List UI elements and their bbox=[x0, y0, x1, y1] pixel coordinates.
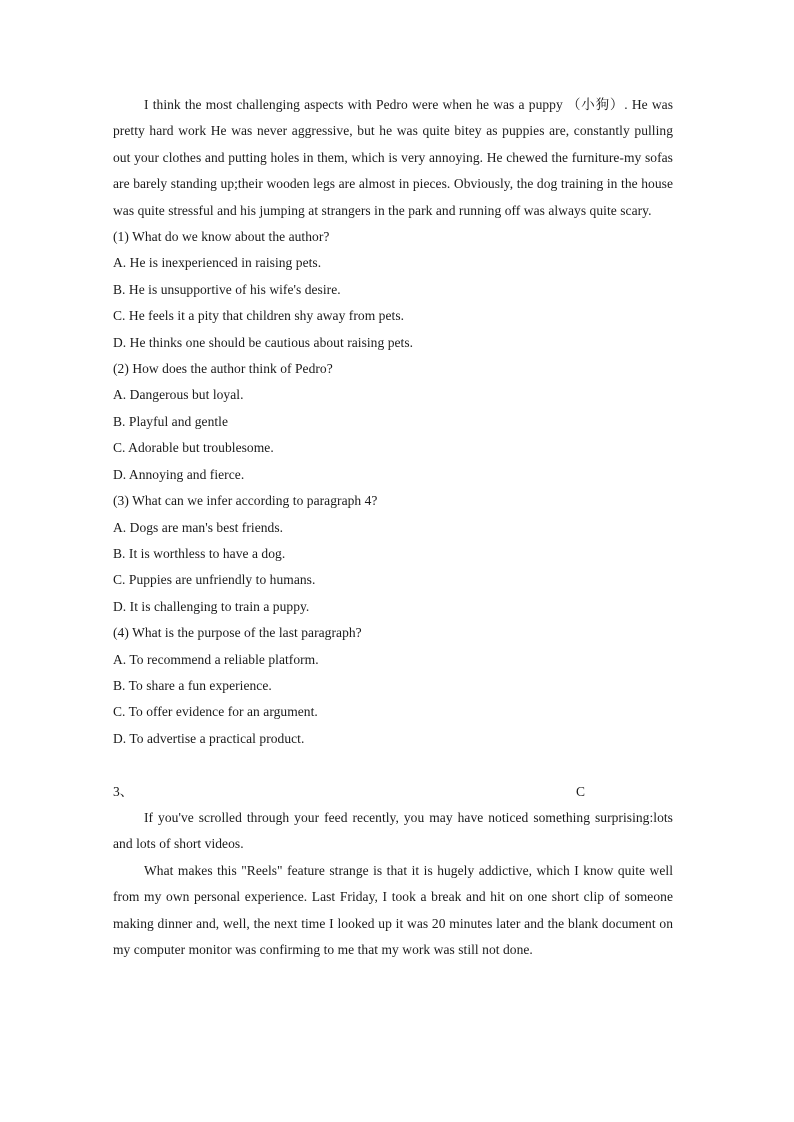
option-d: D. Annoying and fierce. bbox=[113, 466, 245, 482]
option-d: D. He thinks one should be cautious about raising pets. bbox=[113, 334, 414, 350]
section-number: 3、 bbox=[113, 783, 134, 799]
spacer bbox=[113, 752, 673, 778]
question-4 bbox=[113, 620, 673, 752]
option-a: A. Dangerous but loyal. bbox=[113, 387, 244, 403]
option-c: C. Puppies are unfriendly to humans. bbox=[113, 572, 316, 588]
document-page bbox=[113, 92, 673, 963]
option-a: A. To recommend a reliable platform. bbox=[113, 651, 319, 667]
option-c: C. Adorable but troublesome. bbox=[113, 440, 274, 456]
option-a: A. Dogs are man's best friends. bbox=[113, 519, 284, 535]
option-b: B. It is worthless to have a dog. bbox=[113, 545, 286, 561]
passage-b-paragraph: I think the most challenging aspects with Pedro were when he was a puppy （小狗）. He was pretty hard work He was never aggressive, but he was quite bitey as puppies are, constantly pulling out your clothes and putting holes in them, which is very annoying. He chewed the furniture-my sofas are barely standing up;their wooden legs are almost in pieces. Obviously, the dog training in the house was quite stressful and his jumping at strangers in the park and running off was always quite scary. bbox=[113, 97, 673, 218]
question-stem: (1) What do we know about the author? bbox=[113, 229, 330, 245]
passage-c-paragraph-1: If you've scrolled through your feed recently, you may have noticed something surprising:lots and lots of short videos. bbox=[113, 809, 673, 852]
option-a: A. He is inexperienced in raising pets. bbox=[113, 255, 322, 271]
option-c: C. To offer evidence for an argument. bbox=[113, 704, 318, 720]
option-b: B. He is unsupportive of his wife's desire. bbox=[113, 281, 341, 297]
question-stem: (4) What is the purpose of the last paragraph? bbox=[113, 625, 362, 641]
option-c: C. He feels it a pity that children shy away from pets. bbox=[113, 308, 405, 324]
section-letter: C bbox=[576, 783, 586, 799]
passage-c-paragraph-2: What makes this "Reels" feature strange is that it is hugely addictive, which I know quite well from my own personal experience. Last Friday, I took a break and hit on one short clip of someone making dinner and, well, the next time I looked up it was 20 minutes later and the blank document on my computer monitor was confirming to me that my work was still not done. bbox=[113, 862, 673, 957]
question-2 bbox=[113, 356, 673, 488]
section-header bbox=[113, 779, 673, 805]
question-1 bbox=[113, 224, 673, 356]
question-3 bbox=[113, 488, 673, 620]
option-d: D. To advertise a practical product. bbox=[113, 730, 305, 746]
option-d: D. It is challenging to train a puppy. bbox=[113, 598, 310, 614]
option-b: B. To share a fun experience. bbox=[113, 677, 272, 693]
question-stem: (2) How does the author think of Pedro? bbox=[113, 361, 333, 377]
option-b: B. Playful and gentle bbox=[113, 413, 229, 429]
question-stem: (3) What can we infer according to paragraph 4? bbox=[113, 493, 378, 509]
